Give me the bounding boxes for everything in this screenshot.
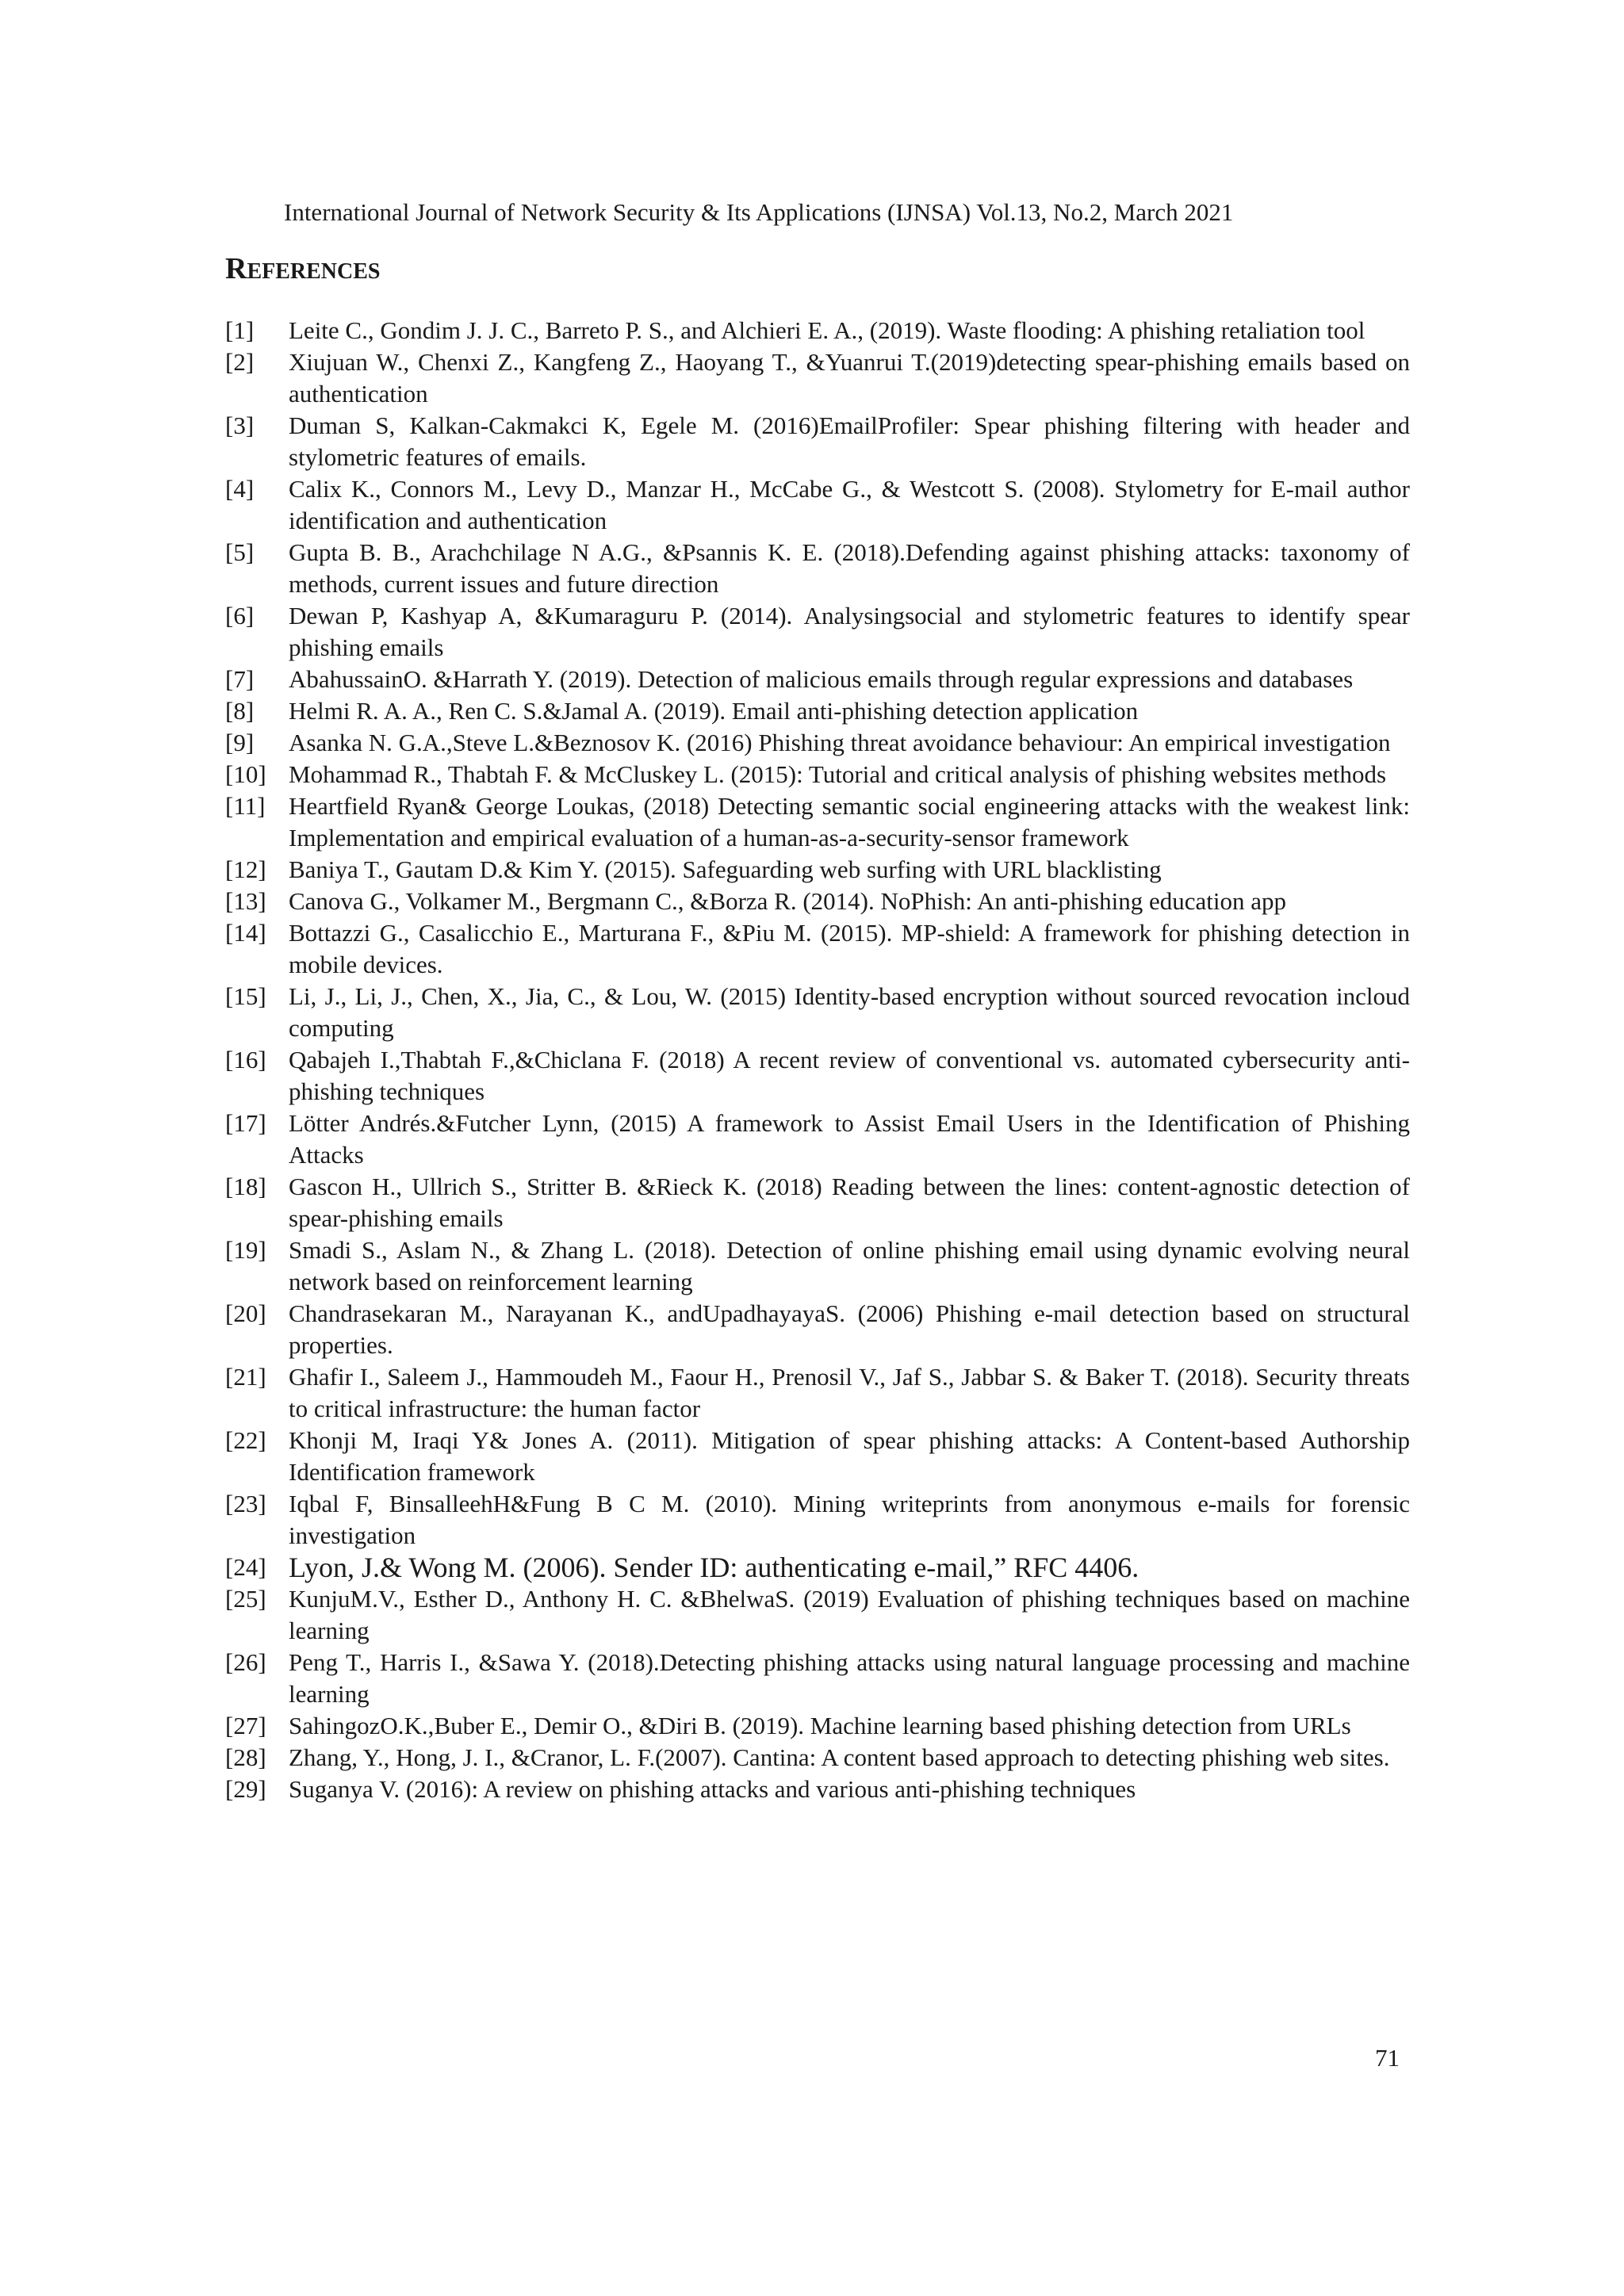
reference-text: Gascon H., Ullrich S., Stritter B. &Rieck K. (2018) Reading between the lines: content-agnostic detection of spear-phishing emails (289, 1173, 1410, 1232)
reference-number: [9] (225, 729, 255, 756)
reference-text: Canova G., Volkamer M., Bergmann C., &Borza R. (2014). NoPhish: An anti-phishing education app (289, 887, 1286, 915)
section-title-rest: EFERENCES (247, 259, 381, 284)
reference-text: Heartfield Ryan& George Loukas, (2018) Detecting semantic social engineering attacks with the weakest link: Implementation and empirical evaluation of a human-as-a-security-sensor framework (289, 792, 1410, 851)
reference-number: [15] (225, 982, 266, 1010)
reference-text: Asanka N. G.A.,Steve L.&Beznosov K. (2016) Phishing threat avoidance behaviour: An empirical investigation (289, 729, 1391, 756)
reference-item (225, 917, 1410, 981)
reference-text: Gupta B. B., Arachchilage N A.G., &Psannis K. E. (2018).Defending against phishing attacks: taxonomy of methods, current issues and future direction (289, 538, 1410, 598)
reference-number: [24] (225, 1553, 266, 1581)
reference-item (225, 1234, 1410, 1298)
reference-item (225, 346, 1410, 410)
reference-text: Smadi S., Aslam N., & Zhang L. (2018). Detection of online phishing email using dynamic evolving neural network based on reinforcement learning (289, 1236, 1410, 1295)
reference-text: Bottazzi G., Casalicchio E., Marturana F., &Piu M. (2015). MP-shield: A framework for phishing detection in mobile devices. (289, 919, 1410, 978)
reference-item (225, 1425, 1410, 1488)
reference-number: [8] (225, 697, 255, 725)
reference-item (225, 790, 1410, 854)
section-title-initial: R (225, 252, 247, 285)
reference-text: Iqbal F, BinsalleehH&Fung B C M. (2010). Mining writeprints from anonymous e-mails for forensic investigation (289, 1490, 1410, 1549)
reference-number: [11] (225, 792, 266, 820)
reference-text: Dewan P, Kashyap A, &Kumaraguru P. (2014). Analysingsocial and stylometric features to identify spear phishing emails (289, 602, 1410, 661)
reference-text: Leite C., Gondim J. J. C., Barreto P. S., and Alchieri E. A., (2019). Waste flooding: A phishing retaliation tool (289, 316, 1365, 344)
reference-number: [25] (225, 1585, 266, 1613)
reference-item (225, 727, 1410, 759)
reference-text: Zhang, Y., Hong, J. I., &Cranor, L. F.(2007). Cantina: A content based approach to detecting phishing web sites. (289, 1743, 1390, 1771)
reference-number: [12] (225, 855, 266, 883)
reference-item (225, 1108, 1410, 1171)
reference-text: Khonji M, Iraqi Y& Jones A. (2011). Mitigation of spear phishing attacks: A Content-based Authorship Identification framework (289, 1426, 1410, 1486)
reference-number: [2] (225, 348, 255, 376)
reference-item (225, 854, 1410, 886)
reference-text: Baniya T., Gautam D.& Kim Y. (2015). Safeguarding web surfing with URL blacklisting (289, 855, 1162, 883)
reference-text: Helmi R. A. A., Ren C. S.&Jamal A. (2019). Email anti-phishing detection application (289, 697, 1139, 725)
reference-number: [10] (225, 760, 266, 788)
reference-item (225, 1044, 1410, 1108)
reference-text: Li, J., Li, J., Chen, X., Jia, C., & Lou, W. (2015) Identity-based encryption without sourced revocation incloud computing (289, 982, 1410, 1042)
reference-item (225, 759, 1410, 790)
reference-item (225, 1552, 1410, 1583)
reference-text: Ghafir I., Saleem J., Hammoudeh M., Faour H., Prenosil V., Jaf S., Jabbar S. & Baker T. (2018). Security threats to critical infrastructure: the human factor (289, 1363, 1410, 1422)
reference-item (225, 1361, 1410, 1425)
reference-number: [19] (225, 1236, 266, 1264)
reference-number: [22] (225, 1426, 266, 1454)
reference-item (225, 886, 1410, 917)
reference-item (225, 600, 1410, 664)
reference-item (225, 1742, 1410, 1774)
reference-number: [6] (225, 602, 255, 629)
reference-text: Qabajeh I.,Thabtah F.,&Chiclana F. (2018) A recent review of conventional vs. automated cybersecurity anti-phishing techniques (289, 1046, 1410, 1105)
reference-text: Xiujuan W., Chenxi Z., Kangfeng Z., Haoyang T., &Yuanrui T.(2019)detecting spear-phishing emails based on authentication (289, 348, 1410, 408)
reference-item (225, 1647, 1410, 1710)
reference-item (225, 315, 1410, 346)
reference-text: Lyon, J.& Wong M. (2006). Sender ID: authenticating e-mail,” RFC 4406. (289, 1552, 1139, 1583)
page-number: 71 (1375, 2044, 1400, 2072)
reference-text: SahingozO.K.,Buber E., Demir O., &Diri B. (2019). Machine learning based phishing detection from URLs (289, 1712, 1351, 1739)
reference-number: [5] (225, 538, 255, 566)
section-title (225, 251, 381, 289)
reference-list (225, 315, 1410, 1805)
reference-text: Peng T., Harris I., &Sawa Y. (2018).Detecting phishing attacks using natural language processing and machine learning (289, 1648, 1410, 1708)
reference-text: Suganya V. (2016): A review on phishing attacks and various anti-phishing techniques (289, 1775, 1136, 1803)
reference-item (225, 473, 1410, 537)
reference-number: [17] (225, 1109, 266, 1137)
reference-text: KunjuM.V., Esther D., Anthony H. C. &BhelwaS. (2019) Evaluation of phishing techniques based on machine learning (289, 1585, 1410, 1644)
reference-item (225, 695, 1410, 727)
reference-text: Mohammad R., Thabtah F. & McCluskey L. (2015): Tutorial and critical analysis of phishing websites methods (289, 760, 1387, 788)
reference-number: [20] (225, 1299, 266, 1327)
reference-number: [27] (225, 1712, 266, 1739)
reference-item (225, 664, 1410, 695)
reference-item (225, 1171, 1410, 1234)
reference-number: [3] (225, 411, 255, 439)
reference-item (225, 1298, 1410, 1361)
reference-text: Duman S, Kalkan-Cakmakci K, Egele M. (2016)EmailProfiler: Spear phishing filtering with header and stylometric features of emails. (289, 411, 1410, 471)
reference-number: [18] (225, 1173, 266, 1200)
reference-item (225, 1488, 1410, 1552)
reference-number: [7] (225, 665, 255, 693)
reference-item (225, 537, 1410, 600)
reference-item (225, 981, 1410, 1044)
reference-number: [13] (225, 887, 266, 915)
reference-number: [1] (225, 316, 255, 344)
reference-item (225, 410, 1410, 473)
reference-text: Chandrasekaran M., Narayanan K., andUpadhayayaS. (2006) Phishing e-mail detection based on structural properties. (289, 1299, 1410, 1359)
reference-number: [29] (225, 1775, 266, 1803)
reference-number: [16] (225, 1046, 266, 1073)
reference-text: AbahussainO. &Harrath Y. (2019). Detection of malicious emails through regular expressions and databases (289, 665, 1354, 693)
reference-number: [21] (225, 1363, 266, 1391)
reference-item (225, 1774, 1410, 1805)
reference-number: [26] (225, 1648, 266, 1676)
reference-item (225, 1583, 1410, 1647)
reference-number: [28] (225, 1743, 266, 1771)
reference-item (225, 1710, 1410, 1742)
reference-text: Calix K., Connors M., Levy D., Manzar H., McCabe G., & Westcott S. (2008). Stylometry for E-mail author identification and authentication (289, 475, 1410, 534)
reference-text: Lötter Andrés.&Futcher Lynn, (2015) A framework to Assist Email Users in the Identification of Phishing Attacks (289, 1109, 1410, 1169)
reference-number: [14] (225, 919, 266, 947)
reference-number: [23] (225, 1490, 266, 1517)
running-header: International Journal of Network Security & Its Applications (IJNSA) Vol.13, No.2, March 2021 (284, 198, 1234, 226)
reference-number: [4] (225, 475, 255, 503)
